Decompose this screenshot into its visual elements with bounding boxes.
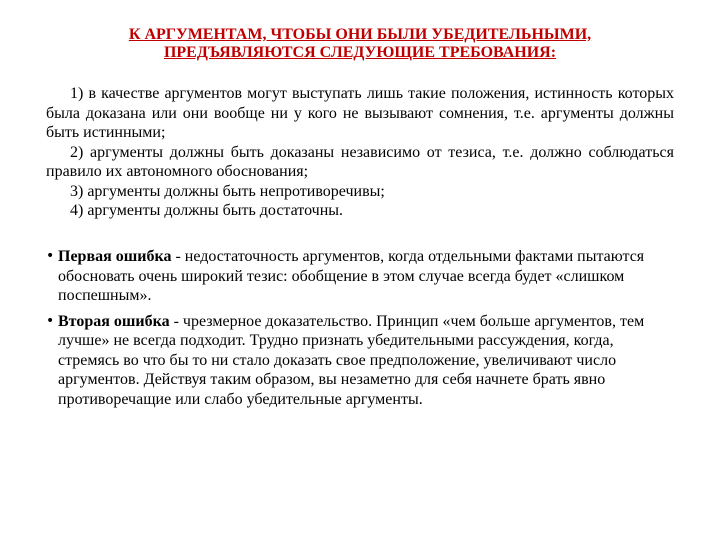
requirement-item: 1) в качестве аргументов могут выступать лишь такие положения, истинность которых была доказана или они вообще ни у кого не вызывают сомнения, т.е. аргументы должны быть истинными; [46,85,674,141]
bullet-icon: • [46,248,55,264]
error-item-first [46,247,658,306]
requirements-list [46,84,674,221]
title-line-2: ПРЕДЪЯВЛЯЮТСЯ СЛЕДУЮЩИЕ ТРЕБОВАНИЯ: [163,44,557,61]
errors-list [46,247,658,415]
requirement-item: 3) аргументы должны быть непротиворечивы; [70,182,385,200]
error-item-second [46,312,658,410]
error-term: Вторая ошибка [58,312,170,330]
error-description: - чрезмерное доказательство. Принцип «чем больше аргументов, тем лучше» не всегда подходит. Трудно признать убедительными рассуждения, когда, стремясь во что бы то ни стало доказать свое предположение, увеличивают число аргументов. Действуя таким образом, вы незаметно для себя начнете брать явно противоречащие или слабо убедительные аргументы. [58,312,645,408]
bullet-icon: • [46,312,55,329]
error-term: Первая ошибка [58,248,172,265]
requirement-item: 2) аргументы должны быть доказаны независимо от тезиса, т.е. должно соблюдаться правило их автономного обоснования; [46,143,674,180]
error-description: - недостаточность аргументов, когда отдельными фактами пытаются обосновать очень широкий тезис: обобщение в этом случае всегда будет «слишком поспешным». [58,248,645,304]
requirement-item: 4) аргументы должны быть достаточны. [70,202,344,219]
title-line-1: К АРГУМЕНТАМ, ЧТОБЫ ОНИ БЫЛИ УБЕДИТЕЛЬНЫМИ, [128,26,592,43]
slide-title [40,26,680,62]
